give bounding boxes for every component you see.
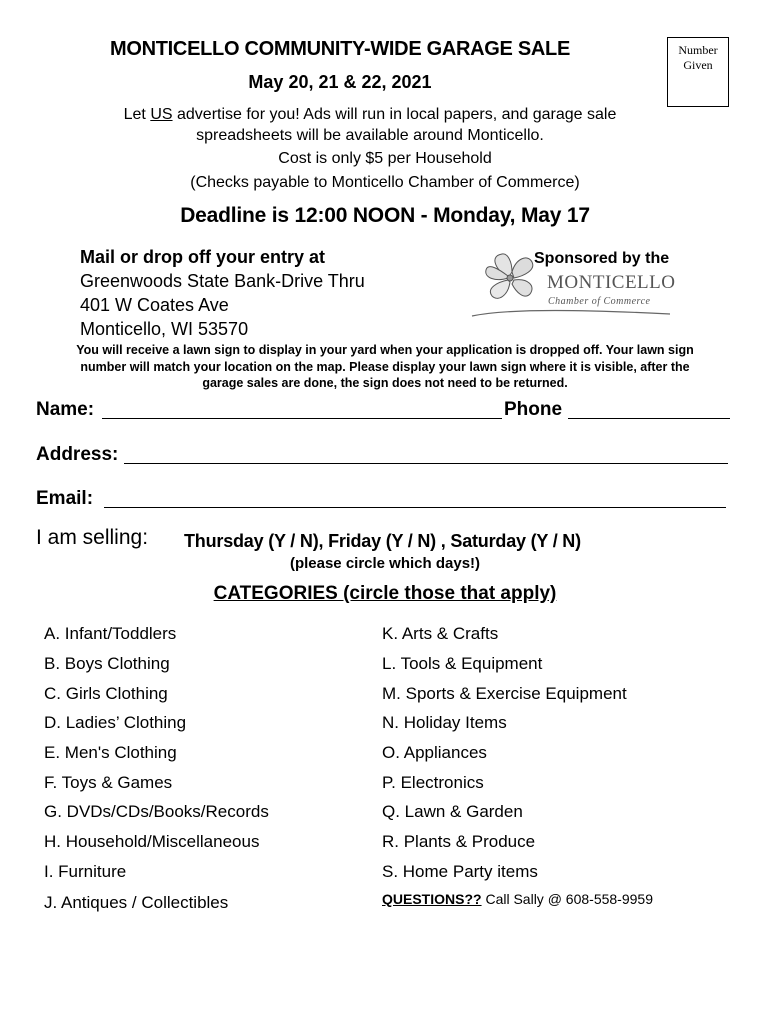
questions-label: QUESTIONS?? — [382, 891, 482, 907]
logo-subtitle: Chamber of Commerce — [548, 296, 651, 307]
days-note: (please circle which days!) — [289, 555, 481, 572]
category-item[interactable]: L. Tools & Equipment — [382, 654, 543, 673]
selling-label: I am selling: — [36, 526, 149, 549]
notice-line-1: You will receive a lawn sign to display in your yard when your application is dropped off. Your lawn sign — [76, 343, 694, 357]
number-given-box — [667, 37, 729, 107]
sale-dates: May 20, 21 & 22, 2021 — [248, 72, 432, 92]
intro-pre: Let — [123, 106, 151, 123]
category-item[interactable]: H. Household/Miscellaneous — [44, 832, 260, 851]
category-item[interactable]: R. Plants & Produce — [382, 832, 536, 851]
intro-post: advertise for you! Ads will run in local papers, and garage sale — [172, 106, 617, 123]
address-label: Address: — [36, 444, 119, 465]
category-item[interactable]: G. DVDs/CDs/Books/Records — [44, 802, 269, 821]
page-title: MONTICELLO COMMUNITY-WIDE GARAGE SALE — [110, 38, 570, 60]
selling-days-options[interactable]: Thursday (Y / N), Friday (Y / N) , Saturday (Y / N) — [184, 531, 581, 551]
deadline-heading: Deadline is 12:00 NOON - Monday, May 17 — [180, 204, 590, 227]
intro-line-2: spreadsheets will be available around Monticello. — [196, 127, 544, 144]
category-item[interactable]: P. Electronics — [382, 773, 484, 792]
intro-text — [20, 104, 720, 146]
name-field[interactable] — [102, 418, 502, 419]
category-item[interactable]: N. Holiday Items — [382, 713, 507, 732]
category-item[interactable]: C. Girls Clothing — [44, 684, 168, 703]
flower-icon — [486, 254, 533, 298]
mail-line-3: Monticello, WI 53570 — [80, 319, 249, 339]
cost-text: Cost is only $5 per Household — [278, 150, 492, 167]
category-item[interactable]: E. Men's Clothing — [44, 743, 177, 762]
address-field[interactable] — [124, 463, 728, 464]
checks-text: (Checks payable to Monticello Chamber of Commerce) — [190, 174, 580, 191]
category-item[interactable]: Q. Lawn & Garden — [382, 802, 523, 821]
email-label: Email: — [36, 488, 94, 509]
intro-us: US — [150, 106, 173, 123]
category-item[interactable]: A. Infant/Toddlers — [44, 624, 177, 643]
notice-line-2: number will match your location on the map. Please display your lawn sign where it is visible, after the — [80, 359, 690, 374]
category-item[interactable]: O. Appliances — [382, 743, 487, 762]
sponsor-label: Sponsored by the — [534, 250, 670, 267]
category-item[interactable]: B. Boys Clothing — [44, 654, 170, 673]
mail-heading: Mail or drop off your entry at — [80, 247, 326, 267]
categories-heading: CATEGORIES (circle those that apply) — [213, 583, 557, 604]
lawn-sign-notice — [32, 342, 738, 392]
phone-field[interactable] — [568, 418, 730, 419]
mail-line-2: 401 W Coates Ave — [80, 295, 229, 315]
category-item[interactable]: D. Ladies’ Clothing — [44, 713, 187, 732]
category-item[interactable]: I. Furniture — [44, 862, 127, 881]
questions-phone: Call Sally @ 608-558-9959 — [485, 891, 653, 907]
phone-label: Phone — [504, 399, 563, 420]
category-item[interactable]: K. Arts & Crafts — [382, 624, 499, 643]
category-item[interactable]: S. Home Party items — [382, 862, 538, 881]
mail-address-block — [80, 245, 460, 341]
name-label: Name: — [36, 399, 95, 420]
category-item[interactable]: J. Antiques / Collectibles — [44, 893, 229, 912]
questions-contact — [382, 891, 653, 907]
category-item[interactable]: M. Sports & Exercise Equipment — [382, 684, 627, 703]
logo-name: MONTICELLO — [547, 272, 676, 293]
number-box-label-1: Number — [678, 43, 718, 57]
number-box-label-2: Given — [683, 58, 713, 72]
notice-line-3: garage sales are done, the sign does not need to be returned. — [202, 376, 568, 390]
email-field[interactable] — [104, 507, 726, 508]
category-item[interactable]: F. Toys & Games — [44, 773, 173, 792]
mail-line-1: Greenwoods State Bank-Drive Thru — [80, 271, 365, 291]
